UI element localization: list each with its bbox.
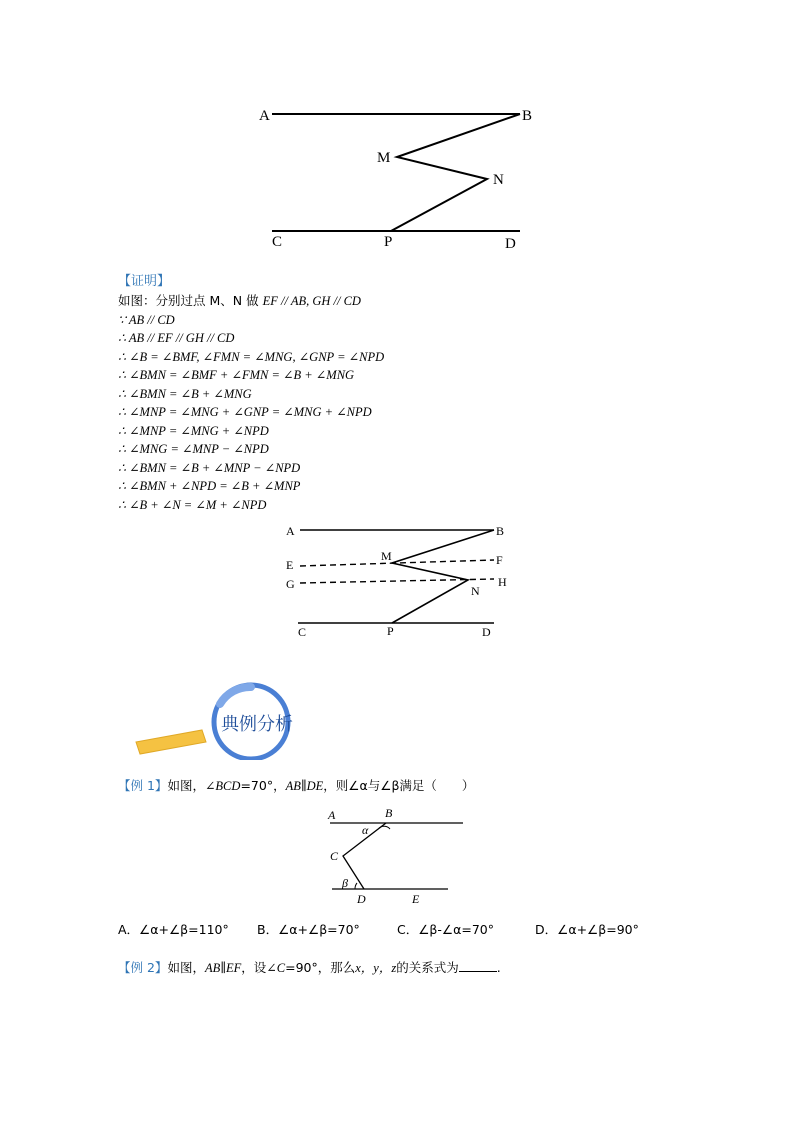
option-c[interactable]: C．∠β-∠α=70° — [397, 922, 494, 937]
option-a[interactable]: A．∠α+∠β=110° — [118, 922, 229, 937]
label-H: H — [498, 575, 507, 589]
label-alpha: α — [362, 823, 369, 837]
option-d[interactable]: D．∠α+∠β=90° — [535, 922, 639, 937]
example1-question: 【例 1】如图，∠BCD=70°，AB∥DE，则∠α与∠β满足（ ） — [118, 778, 475, 793]
label-E: E — [286, 558, 294, 572]
label-B: B — [496, 524, 505, 538]
badge-title: 典例分析 — [221, 714, 293, 735]
proof-line: ∴ ∠MNG = ∠MNP − ∠NPD — [118, 442, 269, 456]
label-E: E — [412, 892, 420, 906]
label-N: N — [493, 172, 504, 188]
label-P: P — [384, 234, 393, 250]
proof-block — [118, 292, 384, 514]
label-N: N — [471, 584, 480, 598]
label-D: D — [505, 236, 516, 252]
label-D: D — [482, 625, 491, 639]
label-P: P — [387, 624, 394, 638]
proof-intro: 如图：分别过点 M、N 做 EF // AB, GH // CD — [118, 293, 361, 308]
section-title-proof: 【证明】 — [118, 274, 171, 289]
proof-line: ∴ ∠BMN + ∠NPD = ∠B + ∠MNP — [118, 479, 301, 493]
answer-blank[interactable] — [459, 959, 497, 972]
label-A: A — [328, 808, 336, 822]
label-C: C — [298, 625, 307, 639]
proof-line: ∴ ∠BMN = ∠B + ∠MNP − ∠NPD — [118, 460, 301, 475]
label-B: B — [385, 806, 393, 820]
label-G: G — [286, 577, 295, 591]
example1-figure — [320, 803, 470, 908]
proof-line: ∴ ∠MNP = ∠MNG + ∠GNP = ∠MNG + ∠NPD — [118, 405, 372, 419]
label-B: B — [522, 108, 533, 124]
proof-line: ∴ ∠B = ∠BMF, ∠FMN = ∠MNG, ∠GNP = ∠NPD — [118, 349, 385, 364]
label-M: M — [377, 150, 391, 166]
option-b[interactable]: B．∠α+∠β=70° — [257, 922, 360, 937]
figure-zigzag-auxiliary — [280, 518, 520, 643]
proof-line: ∴ ∠MNP = ∠MNG + ∠NPD — [118, 423, 269, 438]
label-C: C — [330, 849, 339, 863]
label-A: A — [259, 108, 270, 124]
label-M: M — [381, 549, 392, 563]
proof-line: ∴ ∠BMN = ∠BMF + ∠FMN = ∠B + ∠MNG — [118, 368, 355, 382]
label-C: C — [272, 234, 283, 250]
proof-line: ∴ ∠B + ∠N = ∠M + ∠NPD — [118, 497, 267, 512]
proof-line: ∴ AB // EF // GH // CD — [118, 331, 235, 345]
label-F: F — [496, 553, 503, 567]
label-beta: β — [342, 876, 348, 890]
proof-line: ∵ AB // CD — [118, 312, 175, 327]
section-badge — [132, 680, 332, 760]
label-A: A — [286, 524, 295, 538]
example2-question: 【例 2】如图，AB∥EF，设∠C=90°，那么x，y，z的关系式为 . — [118, 960, 501, 975]
figure-zigzag — [250, 100, 550, 260]
label-D: D — [357, 892, 366, 906]
proof-line: ∴ ∠BMN = ∠B + ∠MNG — [118, 386, 252, 401]
